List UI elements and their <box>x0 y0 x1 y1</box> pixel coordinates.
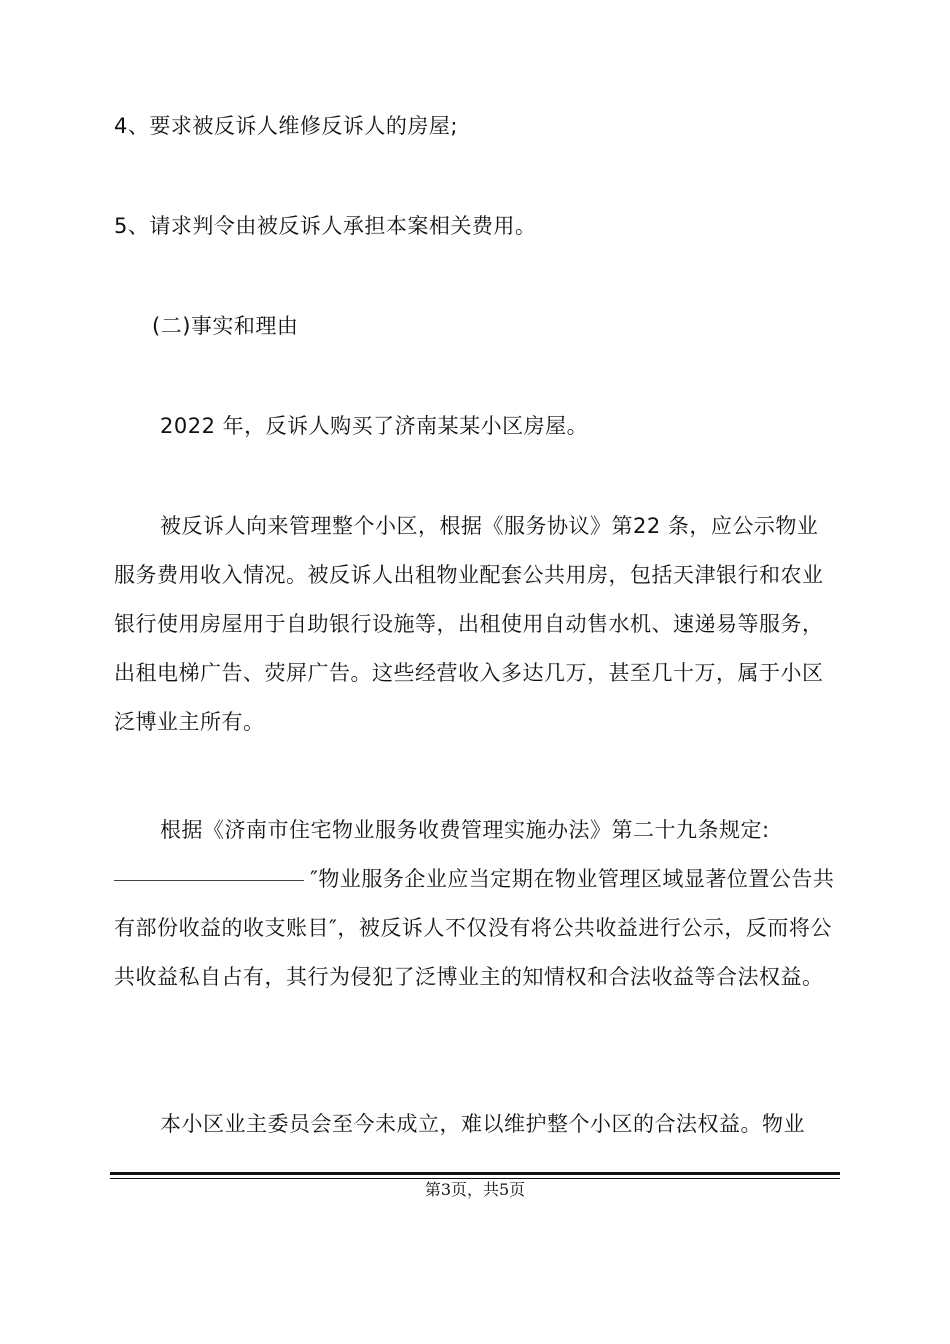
paragraph-purchase: 2022 年，反诉人购买了济南某某小区房屋。 <box>160 414 589 438</box>
paragraph-claim-5: 5、请求判令由被反诉人承担本案相关费用。 <box>114 214 537 238</box>
blank-underline <box>114 879 304 881</box>
section-heading-facts-and-reasons: (二)事实和理由 <box>152 314 299 338</box>
paragraph-claim-4: 4、要求被反诉人维修反诉人的房屋; <box>114 114 458 138</box>
page-number: 第3页，共5页 <box>424 1180 526 1199</box>
regulation-intro: 根据《济南市住宅物业服务收费管理实施办法》第二十九条规定: <box>160 818 770 842</box>
footer-divider-thin <box>110 1178 840 1179</box>
paragraph-regulation <box>114 806 838 1002</box>
footer-divider-thick <box>110 1172 840 1175</box>
regulation-quote: ″物业服务企业应当定期在物业管理区域显著位置公告共有部份收益的收支账目″，被反诉人不仅没有将公共收益进行公示，反而将公共收益私自占有，其行为侵犯了泛博业主的知情权和合法收益等合法权益。 <box>114 867 835 989</box>
paragraph-owners-committee: 本小区业主委员会至今未成立，难以维护整个小区的合法权益。物业 <box>160 1112 805 1136</box>
paragraph-management-income: 被反诉人向来管理整个小区，根据《服务协议》第22 条，应公示物业服务费用收入情况。被反诉人出租物业配套公共用房，包括天津银行和农业银行使用房屋用于自助银行设施等，出租使用自动售水机、速递易等服务，出租电梯广告、荧屏广告。这些经营收入多达几万，甚至几十万，属于小区泛博业主所有。 <box>114 514 824 734</box>
